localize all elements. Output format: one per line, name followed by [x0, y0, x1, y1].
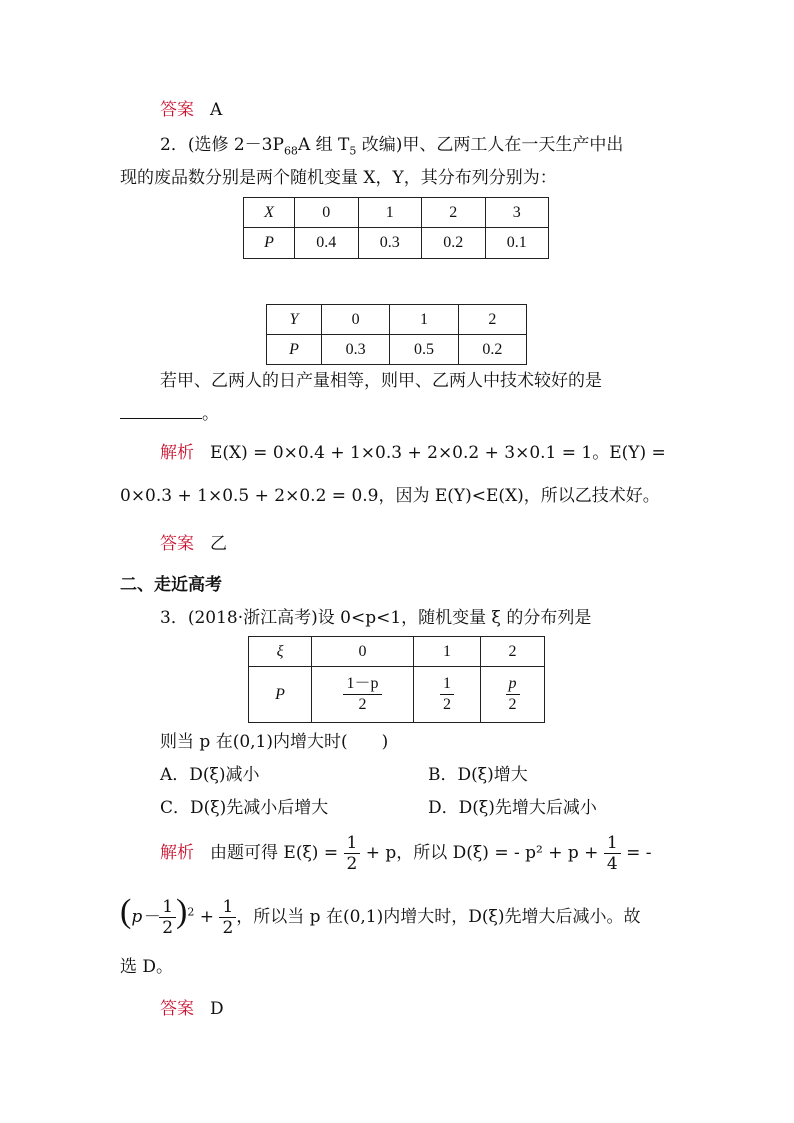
- table-cell: 2: [422, 198, 486, 228]
- table-cell: 0.5: [390, 335, 458, 365]
- q2-stem-c: 改编)甲、乙两工人在一天生产中出: [356, 135, 624, 155]
- table-cell: 1: [358, 198, 422, 228]
- table-cell: 0.2: [458, 335, 526, 365]
- section-title: 二、走近高考: [120, 575, 222, 595]
- answer-value: D: [210, 999, 224, 1019]
- q2-stem-b: A 组 T: [297, 135, 350, 155]
- distribution-table-y: [266, 304, 527, 365]
- frac-den: 2: [443, 696, 451, 713]
- paren-open: (: [120, 893, 132, 930]
- q2-blank-line: [120, 402, 680, 426]
- q3-stem: 3．(2018·浙江高考)设 0<p<1，随机变量 ξ 的分布列是: [160, 608, 592, 628]
- table-cell: P: [249, 667, 312, 723]
- fraction: [604, 833, 621, 874]
- q2-stem-line1: [160, 133, 720, 163]
- formula-text: p－: [131, 907, 160, 927]
- frac-num: 1: [344, 833, 361, 854]
- q2-sub68: 68: [283, 144, 298, 158]
- table-row: [244, 228, 549, 259]
- blank-period: 。: [202, 404, 219, 424]
- table-cell: [414, 667, 481, 723]
- option-a: A．D(ξ)减小: [160, 765, 260, 785]
- analysis-text: 由题可得: [210, 843, 278, 863]
- analysis-text: ，所以: [396, 843, 448, 863]
- fraction: [440, 674, 454, 715]
- answer-value: 乙: [210, 534, 227, 554]
- formula-text: + p: [365, 843, 397, 863]
- table-cell: 0.3: [322, 335, 390, 365]
- frac-num: 1－p: [343, 674, 381, 695]
- frac-den: 2: [222, 918, 234, 938]
- table-row: [244, 198, 549, 228]
- q3-analysis-line1: [160, 828, 720, 878]
- table-cell: P: [267, 335, 322, 365]
- table-cell: P: [244, 228, 295, 259]
- fraction: [159, 897, 176, 938]
- frac-num: 1: [159, 897, 176, 918]
- formula-text: D(ξ) = - p² + p +: [452, 843, 599, 863]
- frac-num: p: [506, 674, 520, 695]
- q3-prompt: 则当 p 在(0,1)内增大时( ): [160, 732, 389, 752]
- table-cell: [481, 667, 545, 723]
- q3-analysis-line2: [120, 886, 680, 938]
- frac-num: 1: [219, 897, 236, 918]
- frac-num: 1: [440, 674, 454, 695]
- answer-label: 答案: [160, 100, 194, 120]
- table-cell: Y: [267, 305, 322, 335]
- table-cell: 0.4: [295, 228, 359, 259]
- answer-blank: [120, 402, 202, 419]
- paren-close: ): [176, 893, 188, 930]
- answer-a-line: [160, 98, 720, 122]
- analysis-label: 解析: [160, 843, 194, 863]
- q2-question-line: 若甲、乙两人的日产量相等，则甲、乙两人中技术较好的是: [160, 371, 602, 391]
- frac-den: 2: [508, 696, 517, 713]
- fraction: [344, 833, 361, 874]
- formula-text: = -: [626, 843, 652, 863]
- table-cell: 1: [390, 305, 458, 335]
- table-cell: 0.3: [358, 228, 422, 259]
- answer-label: 答案: [160, 999, 194, 1019]
- formula-text: E(ξ) =: [283, 843, 339, 863]
- q2-sub5: 5: [349, 144, 357, 158]
- table-cell: 0.2: [422, 228, 486, 259]
- table-cell: 2: [458, 305, 526, 335]
- fraction: [506, 674, 520, 715]
- table-cell: ξ: [249, 637, 312, 667]
- table-cell: 0: [322, 305, 390, 335]
- table-row: [249, 667, 545, 723]
- table-cell: 1: [414, 637, 481, 667]
- table-cell: 2: [481, 637, 545, 667]
- table-row: [267, 305, 527, 335]
- q3-analysis-line3: 选 D。: [120, 957, 174, 977]
- distribution-table-x: [243, 197, 549, 259]
- formula-text: +: [199, 907, 215, 927]
- q2-number: 2．: [160, 135, 188, 155]
- analysis-text: ，所以当 p 在(0,1)内增大时，D(ξ)先增大后减小。故: [236, 907, 641, 927]
- fraction: [343, 674, 381, 715]
- frac-den: 2: [358, 696, 367, 713]
- table-row: [267, 335, 527, 365]
- q2-stem-a: (选修 2－3P: [187, 135, 284, 155]
- table-cell: [312, 667, 414, 723]
- frac-den: 2: [162, 918, 174, 938]
- q2-analysis-line2: 0×0.3 + 1×0.5 + 2×0.2 = 0.9，因为 E(Y)<E(X)，所以乙技术好。: [120, 486, 660, 506]
- table-cell: 0: [312, 637, 414, 667]
- exponent: 2: [187, 905, 195, 919]
- option-d: D．D(ξ)先增大后减小: [428, 798, 597, 818]
- analysis-text: E(X) = 0×0.4 + 1×0.3 + 2×0.2 + 3×0.1 = 1。E(Y) =: [210, 443, 666, 463]
- table-row: [249, 637, 545, 667]
- frac-den: 2: [346, 854, 358, 874]
- q2-stem-line2: 现的废品数分别是两个随机变量 X，Y，其分布列分别为：: [120, 168, 557, 188]
- analysis-label: 解析: [160, 443, 194, 463]
- q2-analysis-line1: [160, 441, 720, 465]
- fraction: [219, 897, 236, 938]
- table-cell: 0: [295, 198, 359, 228]
- q2-answer-line: [160, 532, 720, 556]
- table-cell: X: [244, 198, 295, 228]
- table-cell: 3: [485, 198, 549, 228]
- answer-label: 答案: [160, 534, 194, 554]
- table-cell: 0.1: [485, 228, 549, 259]
- distribution-table-xi: [248, 636, 545, 723]
- option-c: C．D(ξ)先减小后增大: [160, 798, 329, 818]
- frac-den: 4: [606, 854, 618, 874]
- answer-value: A: [210, 100, 223, 120]
- frac-num: 1: [604, 833, 621, 854]
- q3-answer-line: [160, 997, 720, 1021]
- option-b: B．D(ξ)增大: [428, 765, 528, 785]
